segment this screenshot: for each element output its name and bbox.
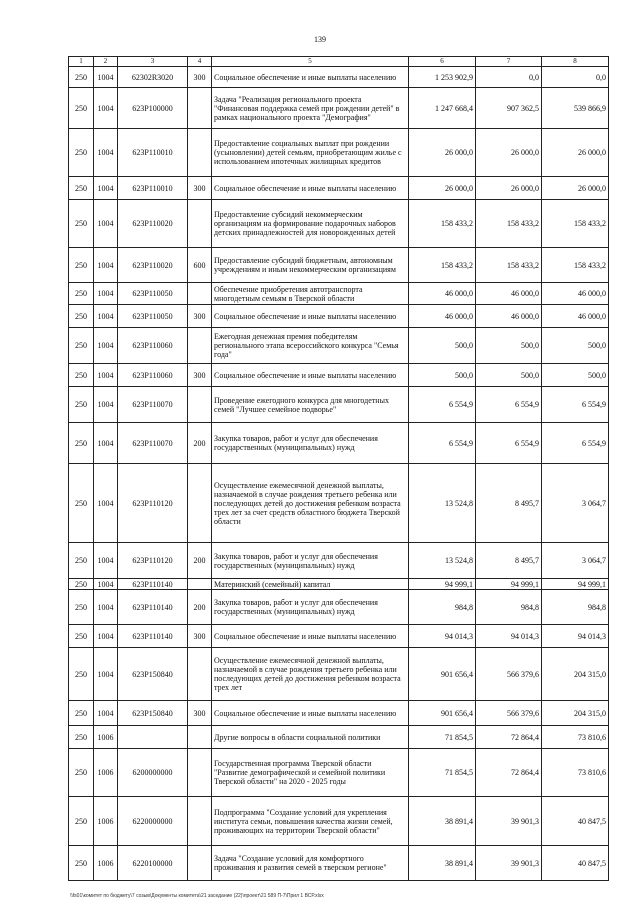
table-row	[69, 129, 609, 177]
table-cell-col-5: Закупка товаров, работ и услуг для обеспечения государственных (муниципальных) нужд	[212, 590, 409, 625]
table-cell-col-2: 1006	[94, 726, 118, 749]
table-cell-col-7: 6 554,9	[476, 387, 542, 423]
header-col-8: 8	[542, 57, 609, 67]
table-cell-col-6: 94 999,1	[409, 579, 476, 590]
table-cell-col-5: Социальное обеспечение и иные выплаты населению	[212, 177, 409, 200]
table-row	[69, 846, 609, 881]
table-cell-col-4	[188, 464, 212, 543]
table-cell-col-8: 0,0	[542, 67, 609, 88]
table-cell-col-1: 250	[69, 726, 94, 749]
table-row	[69, 200, 609, 248]
table-cell-col-5: Государственная программа Тверской области "Развитие демографической и семейной политики Тверской области" на 2020 - 2025 годы	[212, 749, 409, 797]
table-cell-col-2: 1004	[94, 67, 118, 88]
table-cell-col-2: 1004	[94, 305, 118, 328]
table-cell-col-2: 1004	[94, 177, 118, 200]
table-cell-col-1: 250	[69, 387, 94, 423]
table-cell-col-8: 6 554,9	[542, 387, 609, 423]
table-cell-col-3: 6220100000	[118, 846, 188, 881]
table-cell-col-2: 1006	[94, 846, 118, 881]
table-cell-col-5: Социальное обеспечение и иные выплаты населению	[212, 305, 409, 328]
table-cell-col-6: 1 247 668,4	[409, 88, 476, 129]
table-cell-col-7: 566 379,6	[476, 701, 542, 726]
table-row	[69, 625, 609, 648]
table-cell-col-4: 200	[188, 543, 212, 579]
table-cell-col-7: 907 362,5	[476, 88, 542, 129]
table-cell-col-6: 901 656,4	[409, 701, 476, 726]
table-cell-col-8: 158 433,2	[542, 200, 609, 248]
table-cell-col-4	[188, 749, 212, 797]
table-cell-col-8: 6 554,9	[542, 423, 609, 464]
header-col-5: 5	[212, 57, 409, 67]
table-cell-col-5: Социальное обеспечение и иные выплаты населению	[212, 701, 409, 726]
table-cell-col-2: 1004	[94, 590, 118, 625]
table-row	[69, 177, 609, 200]
table-cell-col-3: 623P100000	[118, 88, 188, 129]
table-row	[69, 726, 609, 749]
table-cell-col-7: 158 433,2	[476, 200, 542, 248]
table-cell-col-7: 26 000,0	[476, 129, 542, 177]
table-cell-col-2: 1004	[94, 283, 118, 305]
table-cell-col-2: 1004	[94, 464, 118, 543]
table-cell-col-8: 204 315,0	[542, 648, 609, 701]
table-row	[69, 579, 609, 590]
header-col-3: 3	[118, 57, 188, 67]
table-cell-col-8: 94 014,3	[542, 625, 609, 648]
table-cell-col-8: 73 810,6	[542, 749, 609, 797]
table-cell-col-4	[188, 200, 212, 248]
table-cell-col-4: 300	[188, 701, 212, 726]
table-cell-col-2: 1006	[94, 797, 118, 846]
table-cell-col-5: Проведение ежегодного конкурса для многодетных семей "Лучшее семейное подворье"	[212, 387, 409, 423]
table-cell-col-5: Закупка товаров, работ и услуг для обеспечения государственных (муниципальных) нужд	[212, 423, 409, 464]
table-cell-col-7: 8 495,7	[476, 464, 542, 543]
table-cell-col-4	[188, 283, 212, 305]
table-cell-col-4	[188, 726, 212, 749]
table-header-row	[69, 57, 609, 67]
table-cell-col-4	[188, 846, 212, 881]
table-cell-col-1: 250	[69, 749, 94, 797]
table-cell-col-5: Подпрограмма "Создание условий для укрепления института семьи, повышения качества жизни семей, проживающих на территории Тверской области"	[212, 797, 409, 846]
table-cell-col-7: 39 901,3	[476, 797, 542, 846]
table-row	[69, 423, 609, 464]
table-cell-col-5: Материнский (семейный) капитал	[212, 579, 409, 590]
table-row	[69, 464, 609, 543]
table-cell-col-1: 250	[69, 701, 94, 726]
table-cell-col-7: 72 864,4	[476, 726, 542, 749]
table-cell-col-6: 46 000,0	[409, 283, 476, 305]
table-cell-col-2: 1004	[94, 543, 118, 579]
table-cell-col-6: 94 014,3	[409, 625, 476, 648]
table-cell-col-3: 623P110070	[118, 387, 188, 423]
table-cell-col-8: 26 000,0	[542, 177, 609, 200]
table-cell-col-6: 6 554,9	[409, 387, 476, 423]
table-cell-col-1: 250	[69, 846, 94, 881]
table-cell-col-1: 250	[69, 305, 94, 328]
table-body	[69, 67, 609, 881]
table-cell-col-4: 300	[188, 305, 212, 328]
table-cell-col-4	[188, 387, 212, 423]
table-cell-col-1: 250	[69, 283, 94, 305]
table-cell-col-8: 158 433,2	[542, 248, 609, 283]
table-cell-col-1: 250	[69, 88, 94, 129]
table-cell-col-8: 984,8	[542, 590, 609, 625]
table-row	[69, 797, 609, 846]
table-cell-col-5: Социальное обеспечение и иные выплаты населению	[212, 67, 409, 88]
table-cell-col-5: Закупка товаров, работ и услуг для обеспечения государственных (муниципальных) нужд	[212, 543, 409, 579]
table-cell-col-7: 46 000,0	[476, 283, 542, 305]
table-cell-col-1: 250	[69, 648, 94, 701]
table-cell-col-3: 6220000000	[118, 797, 188, 846]
table-cell-col-4: 300	[188, 67, 212, 88]
table-cell-col-2: 1004	[94, 648, 118, 701]
table-cell-col-8: 26 000,0	[542, 129, 609, 177]
table-cell-col-2: 1004	[94, 328, 118, 364]
table-cell-col-5: Предоставление субсидий некоммерческим организациям на формирование подарочных наборов детских принадлежностей для новорожденных детей	[212, 200, 409, 248]
table-cell-col-5: Другие вопросы в области социальной политики	[212, 726, 409, 749]
header-col-1: 1	[69, 57, 94, 67]
header-col-2: 2	[94, 57, 118, 67]
footer-file-path: \\fs01\комитет по бюджету\7 созыв\Документы комитета\21 заседание (22)\проект\21 589 П-7\Прил 1 ВСР.xlsx	[70, 893, 324, 899]
table-cell-col-6: 6 554,9	[409, 423, 476, 464]
table-cell-col-4: 300	[188, 364, 212, 387]
table-cell-col-3: 623P110120	[118, 464, 188, 543]
table-cell-col-3: 623P150840	[118, 648, 188, 701]
table-cell-col-4	[188, 797, 212, 846]
table-cell-col-3	[118, 726, 188, 749]
table-cell-col-4	[188, 88, 212, 129]
table-cell-col-8: 46 000,0	[542, 305, 609, 328]
table-row	[69, 305, 609, 328]
table-cell-col-4: 300	[188, 177, 212, 200]
table-cell-col-1: 250	[69, 464, 94, 543]
table-cell-col-3: 623P110140	[118, 579, 188, 590]
table-cell-col-3: 623P110060	[118, 364, 188, 387]
table-cell-col-2: 1004	[94, 625, 118, 648]
table-cell-col-1: 250	[69, 364, 94, 387]
table-cell-col-8: 3 064,7	[542, 464, 609, 543]
table-cell-col-1: 250	[69, 590, 94, 625]
table-cell-col-8: 73 810,6	[542, 726, 609, 749]
table-cell-col-7: 94 999,1	[476, 579, 542, 590]
page-number: 139	[314, 35, 326, 44]
table-cell-col-1: 250	[69, 328, 94, 364]
table-cell-col-1: 250	[69, 177, 94, 200]
table-cell-col-8: 204 315,0	[542, 701, 609, 726]
table-cell-col-2: 1004	[94, 701, 118, 726]
table-row	[69, 283, 609, 305]
table-cell-col-5: Осуществление ежемесячной денежной выплаты, назначаемой в случае рождения третьего ребенка или последующих детей до достижения ребенком возраста трех лет	[212, 648, 409, 701]
table-cell-col-6: 26 000,0	[409, 177, 476, 200]
table-cell-col-2: 1004	[94, 248, 118, 283]
table-cell-col-3: 623P110120	[118, 543, 188, 579]
table-cell-col-1: 250	[69, 248, 94, 283]
table-cell-col-5: Предоставление социальных выплат при рождении (усыновлении) детей семьям, приобретающим жилье с использованием ипотечных жилищных кредитов	[212, 129, 409, 177]
table-cell-col-5: Ежегодная денежная премия победителям регионального этапа всероссийского конкурса "Семья года"	[212, 328, 409, 364]
table-cell-col-5: Задача "Реализация регионального проекта "Финансовая поддержка семей при рождении детей" в рамках национального проекта "Демография"	[212, 88, 409, 129]
table-cell-col-6: 500,0	[409, 328, 476, 364]
table-cell-col-7: 26 000,0	[476, 177, 542, 200]
table-cell-col-3: 623P110050	[118, 283, 188, 305]
table-cell-col-2: 1004	[94, 364, 118, 387]
table-cell-col-1: 250	[69, 625, 94, 648]
table-cell-col-7: 566 379,6	[476, 648, 542, 701]
table-cell-col-3: 623P110070	[118, 423, 188, 464]
table-cell-col-1: 250	[69, 797, 94, 846]
table-cell-col-7: 500,0	[476, 328, 542, 364]
table-cell-col-8: 539 866,9	[542, 88, 609, 129]
table-cell-col-7: 72 864,4	[476, 749, 542, 797]
header-col-6: 6	[409, 57, 476, 67]
table-cell-col-7: 39 901,3	[476, 846, 542, 881]
table-cell-col-4: 300	[188, 625, 212, 648]
table-row	[69, 749, 609, 797]
table-cell-col-8: 500,0	[542, 328, 609, 364]
table-cell-col-6: 500,0	[409, 364, 476, 387]
table-cell-col-2: 1004	[94, 423, 118, 464]
table-cell-col-8: 3 064,7	[542, 543, 609, 579]
table-cell-col-3: 623P110020	[118, 200, 188, 248]
table-cell-col-4	[188, 648, 212, 701]
table-cell-col-1: 250	[69, 129, 94, 177]
table-cell-col-2: 1004	[94, 88, 118, 129]
table-cell-col-5: Социальное обеспечение и иные выплаты населению	[212, 364, 409, 387]
table-cell-col-3: 6200000000	[118, 749, 188, 797]
table-cell-col-2: 1004	[94, 129, 118, 177]
table-cell-col-6: 158 433,2	[409, 200, 476, 248]
table-row	[69, 88, 609, 129]
table-cell-col-3: 623P150840	[118, 701, 188, 726]
table-cell-col-8: 40 847,5	[542, 846, 609, 881]
table-cell-col-8: 500,0	[542, 364, 609, 387]
table-cell-col-1: 250	[69, 543, 94, 579]
table-cell-col-6: 38 891,4	[409, 797, 476, 846]
header-col-4: 4	[188, 57, 212, 67]
table-row	[69, 364, 609, 387]
table-cell-col-6: 13 524,8	[409, 464, 476, 543]
header-col-7: 7	[476, 57, 542, 67]
table-cell-col-5: Предоставление субсидий бюджетным, автономным учреждениям и иным некоммерческим организациям	[212, 248, 409, 283]
table-cell-col-2: 1006	[94, 749, 118, 797]
table-cell-col-4: 600	[188, 248, 212, 283]
table-cell-col-6: 71 854,5	[409, 726, 476, 749]
table-cell-col-4	[188, 579, 212, 590]
table-cell-col-1: 250	[69, 67, 94, 88]
table-cell-col-5: Социальное обеспечение и иные выплаты населению	[212, 625, 409, 648]
budget-table	[68, 56, 609, 881]
table-cell-col-6: 901 656,4	[409, 648, 476, 701]
table-cell-col-7: 500,0	[476, 364, 542, 387]
table-cell-col-7: 984,8	[476, 590, 542, 625]
table-cell-col-7: 0,0	[476, 67, 542, 88]
table-cell-col-6: 1 253 902,9	[409, 67, 476, 88]
table-cell-col-6: 71 854,5	[409, 749, 476, 797]
table-cell-col-4	[188, 328, 212, 364]
table-cell-col-3: 623P110140	[118, 625, 188, 648]
table-cell-col-6: 984,8	[409, 590, 476, 625]
table-cell-col-8: 94 999,1	[542, 579, 609, 590]
table-cell-col-6: 46 000,0	[409, 305, 476, 328]
table-row	[69, 543, 609, 579]
table-cell-col-3: 623P110020	[118, 248, 188, 283]
table-cell-col-2: 1004	[94, 579, 118, 590]
table-cell-col-3: 623P110140	[118, 590, 188, 625]
table-cell-col-3: 62302R3020	[118, 67, 188, 88]
table-cell-col-4: 200	[188, 423, 212, 464]
table-cell-col-1: 250	[69, 423, 94, 464]
table-cell-col-5: Осуществление ежемесячной денежной выплаты, назначаемой в случае рождения третьего ребенка или последующих детей до достижения ребенком возраста трех лет за счет средств областного бюджета Тверской области	[212, 464, 409, 543]
table-cell-col-8: 40 847,5	[542, 797, 609, 846]
table-cell-col-7: 46 000,0	[476, 305, 542, 328]
table-row	[69, 67, 609, 88]
table-cell-col-2: 1004	[94, 200, 118, 248]
table-cell-col-1: 250	[69, 200, 94, 248]
table-row	[69, 590, 609, 625]
table-cell-col-3: 623P110010	[118, 129, 188, 177]
table-row	[69, 701, 609, 726]
table-cell-col-3: 623P110050	[118, 305, 188, 328]
table-cell-col-6: 13 524,8	[409, 543, 476, 579]
table-cell-col-7: 94 014,3	[476, 625, 542, 648]
table-row	[69, 387, 609, 423]
table-cell-col-6: 158 433,2	[409, 248, 476, 283]
table-cell-col-3: 623P110010	[118, 177, 188, 200]
table-cell-col-7: 8 495,7	[476, 543, 542, 579]
table-cell-col-2: 1004	[94, 387, 118, 423]
table-cell-col-6: 26 000,0	[409, 129, 476, 177]
table-cell-col-7: 158 433,2	[476, 248, 542, 283]
table-cell-col-4	[188, 129, 212, 177]
table-row	[69, 248, 609, 283]
table-cell-col-8: 46 000,0	[542, 283, 609, 305]
table-row	[69, 328, 609, 364]
table-row	[69, 648, 609, 701]
table-cell-col-5: Обеспечение приобретения автотранспорта многодетным семьям в Тверской области	[212, 283, 409, 305]
table-cell-col-5: Задача "Создание условий для комфортного проживания и развития семей в тверском регионе"	[212, 846, 409, 881]
table-cell-col-1: 250	[69, 579, 94, 590]
table-cell-col-7: 6 554,9	[476, 423, 542, 464]
table-cell-col-3: 623P110060	[118, 328, 188, 364]
table-cell-col-6: 38 891,4	[409, 846, 476, 881]
table-cell-col-4: 200	[188, 590, 212, 625]
